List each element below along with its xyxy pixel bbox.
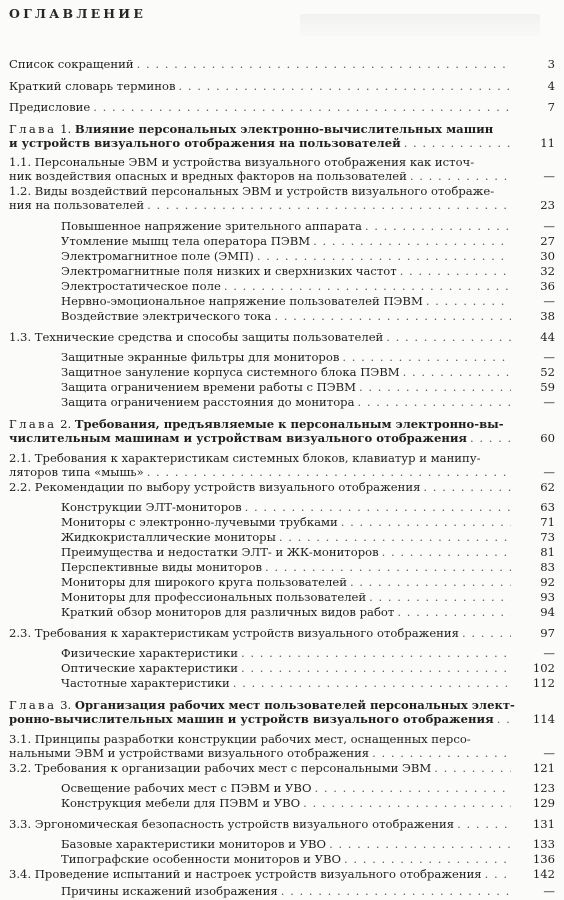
toc-entry-label: Электростатическое поле	[61, 280, 221, 293]
dot-leader	[175, 80, 511, 94]
toc-entry-text	[9, 137, 511, 151]
page-number: —	[543, 294, 555, 308]
page-number: 129	[532, 796, 555, 810]
toc-entry-text	[61, 295, 511, 309]
toc-entry-text	[9, 331, 511, 345]
toc-entry-label: Освещение рабочих мест с ПЭВМ и УВО	[61, 782, 312, 795]
toc-entry-label: Конструкции ЭЛТ-мониторов	[61, 501, 242, 514]
toc-entry-text	[61, 591, 511, 605]
page-number: —	[543, 350, 555, 364]
toc-entry-label: Утомление мышц тела оператора ПЭВМ	[61, 235, 311, 248]
toc-entry-label: Типографские особенности мониторов и УВО	[61, 853, 341, 866]
toc-entry-label: Электромагнитные поля низких и сверхнизких частот	[61, 265, 397, 278]
toc-entry-label: Мониторы для широкого круга пользователей	[61, 576, 347, 589]
toc-entry-text	[61, 838, 511, 852]
page-number: 93	[540, 590, 555, 604]
page-number: —	[543, 395, 555, 409]
chapter-title: Требования, предъявляемые к персональным электронно-вы-	[74, 417, 504, 431]
page-number: 3	[547, 57, 555, 71]
chapter-label: Глава	[9, 698, 57, 712]
toc-entry-text	[61, 677, 511, 691]
toc-entry-text	[61, 546, 511, 560]
toc-entry-text	[9, 199, 511, 213]
toc-entry-text	[61, 310, 511, 324]
toc-entry-label: Защита ограничением расстояния до монитора	[61, 396, 355, 409]
dot-leader	[134, 58, 511, 72]
toc-entry-text	[61, 501, 511, 515]
toc-entry-text	[61, 797, 511, 811]
toc-entry-label: Защитное зануление корпуса системного блока ПЭВМ	[61, 366, 400, 379]
page-number: 36	[540, 279, 555, 293]
page-number: 63	[540, 500, 555, 514]
dot-leader	[144, 199, 511, 213]
toc-entry-label: Жидкокристаллические мониторы	[61, 531, 276, 544]
toc-entry-text	[9, 123, 493, 137]
dot-leader	[401, 137, 511, 151]
toc-entry-text	[61, 885, 511, 899]
toc-entry-label: Причины искажений изображения	[61, 885, 278, 898]
page-number: 114	[532, 711, 555, 726]
toc-entry-label: Повышенное напряжение зрительного аппарата	[61, 220, 362, 233]
toc-entry-text	[9, 80, 511, 94]
toc-entry-label: Преимущества и недостатки ЭЛТ- и ЖК-мониторов	[61, 546, 379, 559]
toc-entry-label: Защита ограничением времени работы с ПЭВМ	[61, 381, 357, 394]
toc-entry-label: Перспективные виды мониторов	[61, 561, 262, 574]
dot-leader	[356, 381, 511, 395]
toc-entry-text	[9, 699, 515, 713]
dot-leader	[397, 265, 511, 279]
dot-leader	[423, 295, 511, 309]
toc-entry-text	[61, 280, 511, 294]
toc-entry-label: Конструкция мебели для ПЭВМ и УВО	[61, 797, 301, 810]
toc-entry-text	[9, 713, 511, 727]
page-number: 81	[540, 545, 555, 559]
page-number: 32	[540, 264, 555, 278]
toc-entry-label: ляторов типа «мышь»	[9, 465, 144, 479]
dot-leader	[278, 885, 511, 899]
page-number: 4	[547, 79, 555, 93]
dot-leader	[300, 797, 511, 811]
toc-entry-label: Базовые характеристики мониторов и УВО	[61, 838, 327, 851]
bleed-through-shadow	[300, 14, 540, 36]
page-number: 27	[540, 234, 555, 248]
toc-entry-text	[9, 170, 511, 184]
page-number: 38	[540, 309, 555, 323]
toc-entry-label: 3.4. Проведение испытаний и настроек устройств визуального отображения	[9, 868, 482, 881]
chapter-number: 2.	[56, 417, 75, 431]
toc-entry-label: Защитные экранные фильтры для мониторов	[61, 351, 340, 364]
page-number: 60	[540, 430, 555, 445]
toc-entry-text	[61, 396, 511, 410]
toc-entry-text	[61, 662, 511, 676]
dot-leader	[221, 280, 511, 294]
toc-entry-text	[61, 531, 511, 545]
page-number: 73	[540, 530, 555, 544]
dot-leader	[262, 561, 511, 575]
dot-leader	[310, 235, 511, 249]
toc-entry-text	[9, 418, 504, 432]
dot-leader	[467, 432, 511, 446]
toc-entry-text	[61, 782, 511, 796]
dot-leader	[144, 466, 511, 480]
page-number: 112	[532, 676, 555, 690]
dot-leader	[366, 591, 511, 605]
page-number: 71	[540, 515, 555, 529]
dot-leader	[254, 250, 511, 264]
toc-entry-text	[61, 606, 511, 620]
toc-entry-text	[61, 220, 511, 234]
toc-entry-label: 2.1. Требования к характеристикам системных блоков, клавиатур и манипу-	[9, 451, 481, 465]
toc-entry-text	[9, 185, 494, 199]
dot-leader	[341, 853, 511, 867]
chapter-label: Глава	[9, 417, 57, 431]
page-number: 142	[532, 867, 555, 881]
toc-entry-label: Электромагнитное поле (ЭМП)	[61, 250, 254, 263]
toc-entry-text	[61, 576, 511, 590]
toc-entry-text	[61, 366, 511, 380]
chapter-number: 1.	[56, 122, 75, 136]
page-number: 52	[540, 365, 555, 379]
toc-entry-label: 1.3. Технические средства и способы защиты пользователей	[9, 331, 384, 344]
chapter-title: Организация рабочих мест пользователей персональных элект-	[74, 698, 515, 712]
dot-leader	[383, 331, 511, 345]
toc-entry-label: ронно-вычислительных машин и устройств визуального отображения	[9, 712, 494, 726]
toc-entry-label: 1.1. Персональные ЭВМ и устройства визуального отображения как источ-	[9, 155, 475, 169]
page-number: 83	[540, 560, 555, 574]
toc-entry-text	[61, 561, 511, 575]
toc-entry-label: Краткий словарь терминов	[9, 80, 176, 93]
dot-leader	[407, 170, 511, 184]
toc-entry-text	[9, 481, 511, 495]
toc-entry-label: и устройств визуального отображения на пользователей	[9, 136, 401, 150]
dot-leader	[338, 516, 511, 530]
dot-leader	[494, 713, 511, 727]
dot-leader	[459, 627, 511, 641]
page-number: 121	[532, 761, 555, 775]
toc-entry-text	[61, 265, 511, 279]
toc-entry-label: 2.2. Рекомендации по выбору устройств визуального отображения	[9, 481, 421, 494]
page-number: 102	[532, 661, 555, 675]
toc-entry-label: 2.3. Требования к характеристикам устройств визуального отображения	[9, 627, 459, 640]
dot-leader	[355, 396, 511, 410]
toc-entry-text	[9, 466, 511, 480]
toc-entry-text	[61, 235, 511, 249]
dot-leader	[482, 868, 511, 882]
dot-leader	[362, 220, 511, 234]
toc-entry-label: Мониторы для профессиональных пользователей	[61, 591, 367, 604]
page-number: 136	[532, 852, 555, 866]
page-number: —	[543, 745, 555, 760]
toc-entry-label: нальными ЭВМ и устройствами визуального отображения	[9, 746, 370, 760]
toc-entry-text	[9, 762, 511, 776]
toc-entry-text	[9, 156, 474, 170]
chapter-label: Глава	[9, 122, 57, 136]
toc-entry-label: Мониторы с электронно-лучевыми трубками	[61, 516, 338, 529]
page-number: 123	[532, 781, 555, 795]
toc-entry-label: ния на пользователей	[9, 198, 145, 212]
page-number: 7	[547, 100, 555, 114]
toc-entry-text	[9, 101, 511, 115]
dot-leader	[431, 762, 511, 776]
toc-entry-label: Нервно-эмоциональное напряжение пользователей ПЭВМ	[61, 295, 423, 308]
page-number: 131	[532, 817, 555, 831]
toc-entry-text	[9, 818, 511, 832]
chapter-number: 3.	[56, 698, 75, 712]
toc-entry-text	[61, 516, 511, 530]
dot-leader	[90, 101, 511, 115]
page-number: 59	[540, 380, 555, 394]
page-number: 133	[532, 837, 555, 851]
toc-entry-text	[9, 747, 511, 761]
dot-leader	[369, 747, 511, 761]
page-number: 97	[540, 626, 555, 640]
toc-entry-label: 3.1. Принципы разработки конструкции рабочих мест, оснащенных персо-	[9, 732, 471, 746]
page-number: 11	[540, 135, 555, 150]
toc-entry-label: 1.2. Виды воздействий персональных ЭВМ и устройств визуального отображе-	[9, 184, 495, 198]
dot-leader	[230, 677, 511, 691]
dot-leader	[347, 576, 511, 590]
dot-leader	[271, 310, 511, 324]
toc-entry-label: 3.2. Требования к организации рабочих мест с персональными ЭВМ	[9, 762, 432, 775]
toc-entry-label: Воздействие электрического тока	[61, 310, 272, 323]
toc-entry-text	[61, 647, 511, 661]
toc-entry-text	[9, 452, 481, 466]
dot-leader	[238, 647, 511, 661]
toc-entry-text	[9, 627, 511, 641]
page-number: 94	[540, 605, 555, 619]
toc-entry-text	[61, 250, 511, 264]
toc-entry-label: Частотные характеристики	[61, 677, 230, 690]
dot-leader	[238, 662, 511, 676]
toc-entry-label: числительным машинам и устройствам визуального отображения	[9, 431, 467, 445]
toc-entry-label: Оптические характеристики	[61, 662, 238, 675]
toc-entry-text	[9, 58, 511, 72]
toc-entry-label: Краткий обзор мониторов для различных видов работ	[61, 606, 395, 619]
dot-leader	[311, 782, 511, 796]
page-number: 92	[540, 575, 555, 589]
dot-leader	[339, 351, 511, 365]
page-number: —	[543, 646, 555, 660]
toc-entry-label: 3.3. Эргономическая безопасность устройств визуального отображения	[9, 818, 455, 831]
dot-leader	[454, 818, 511, 832]
dot-leader	[379, 546, 511, 560]
toc-entry-text	[61, 853, 511, 867]
toc-entry-text	[61, 381, 511, 395]
page-number: 30	[540, 249, 555, 263]
chapter-title: Влияние персональных электронно-вычислительных машин	[74, 122, 494, 136]
page-number: —	[543, 168, 555, 183]
toc-entry-label: Предисловие	[9, 101, 91, 114]
page-number: —	[543, 464, 555, 479]
toc-entry-label: Физические характеристики	[61, 647, 239, 660]
dot-leader	[394, 606, 511, 620]
dot-leader	[326, 838, 511, 852]
dot-leader	[276, 531, 511, 545]
page-number: 62	[540, 480, 555, 494]
toc-entry-text	[61, 351, 511, 365]
page-number: 44	[540, 330, 555, 344]
dot-leader	[400, 366, 511, 380]
toc-entry-text	[9, 868, 511, 882]
toc-entry-text	[9, 733, 471, 747]
page-number: 23	[540, 197, 555, 212]
toc-entry-text	[9, 432, 511, 446]
dot-leader	[420, 481, 511, 495]
toc-entry-label: Список сокращений	[9, 58, 134, 71]
page-number: —	[543, 219, 555, 233]
toc-entry-label: ник воздействия опасных и вредных факторов на пользователей	[9, 169, 407, 183]
page-number: —	[543, 884, 555, 898]
dot-leader	[242, 501, 511, 515]
page-title: ОГЛАВЛЕНИЕ	[9, 6, 147, 21]
